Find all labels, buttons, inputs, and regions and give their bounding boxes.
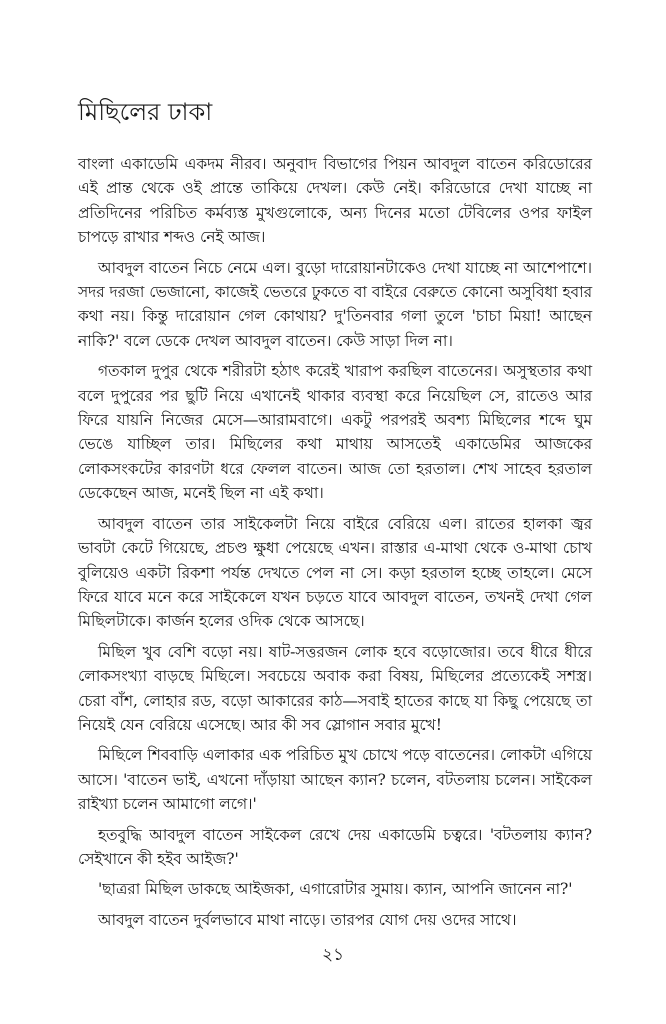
body-text [78, 152, 592, 938]
paragraph: মিছিলে শিববাড়ি এলাকার এক পরিচিত মুখ চোখে পড়ে বাতেনের। লোকটা এগিয়ে আসে। 'বাতেন ভাই, এখনো দাঁড়ায়া আছেন ক্যান? চলেন, বটতলায় চলেন। সাইকেল রাইখ্যা চলেন আমাগো লগে।' [78, 746, 592, 814]
page-number: ২১ [321, 945, 345, 965]
paragraph: 'ছাত্ররা মিছিল ডাকছে আইজকা, এগারোটার সুমায়। ক্যান, আপনি জানেন না?' [98, 880, 573, 899]
paragraph: গতকাল দুপুর থেকে শরীরটা হঠাৎ করেই খারাপ করছিল বাতেনের। অসুস্থতার কথা বলে দুপুরের পর ছুটি নিয়ে এখানেই থাকার ব্যবস্থা করে নিয়েছিল সে, রাতেও আর ফিরে যায়নি নিজের মেসে—আরামবাগে। একটু পরপরই অবশ্য মিছিলের শব্দে ঘুম ভেঙে যাচ্ছিল তার। মিছিলের কথা মাথায় আসতেই একাডেমির আজকের লোকসংকটের কারণটা ধরে ফেলল বাতেন। আজ তো হরতাল। শেখ সাহেব হরতাল ডেকেছেন আজ, মনেই ছিল না এই কথা। [78, 362, 592, 503]
paragraph: আবদুল বাতেন নিচে নেমে এল। বুড়ো দারোয়ানটাকেও দেখা যাচ্ছে না আশেপাশে। সদর দরজা ভেজানো, কাজেই ভেতরে ঢুকতে বা বাইরে বেরুতে কোনো অসুবিধা হবার কথা নয়। কিন্তু দারোয়ান গেল কোথায়? দু'তিনবার গলা তুলে 'চাচা মিয়া! আছেন নাকি?' বলে ডেকে দেখল আবদুল বাতেন। কেউ সাড়া দিল না। [78, 258, 592, 350]
chapter-title: মিছিলের ঢাকা [78, 98, 213, 126]
paragraph: হতবুদ্ধি আবদুল বাতেন সাইকেল রেখে দেয় একাডেমি চত্বরে। 'বটতলায় ক্যান? সেইখানে কী হইব আইজ?' [78, 825, 592, 868]
paragraph: আবদুল বাতেন দুর্বলভাবে মাথা নাড়ে। তারপর যোগ দেয় ওদের সাথে। [98, 910, 517, 929]
paragraph: বাংলা একাডেমি একদম নীরব। অনুবাদ বিভাগের পিয়ন আবদুল বাতেন করিডোরের এই প্রান্ত থেকে ওই প্রান্তে তাকিয়ে দেখল। কেউ নেই। করিডোরে দেখা যাচ্ছে না প্রতিদিনের পরিচিত কর্মব্যস্ত মুখগুলোকে, অন্য দিনের মতো টেবিলের ওপর ফাইল চাপড়ে রাখার শব্দও নেই আজ। [78, 155, 592, 247]
paragraph: আবদুল বাতেন তার সাইকেলটা নিয়ে বাইরে বেরিয়ে এল। রাতের হালকা জ্বর ভাবটা কেটে গিয়েছে, প্রচণ্ড ক্ষুধা পেয়েছে এখন। রাস্তার এ-মাথা থেকে ও-মাথা চোখ বুলিয়েও একটা রিকশা পর্যন্ত দেখতে পেল না সে। কড়া হরতাল হচ্ছে তাহলে। মেসে ফিরে যাবে মনে করে সাইকেলে যখন চড়তে যাবে আবদুল বাতেন, তখনই দেখা গেল মিছিলটাকে। কার্জন হলের ওদিক থেকে আসছে। [78, 514, 592, 631]
paragraph: মিছিল খুব বেশি বড়ো নয়। ষাট-সত্তরজন লোক হবে বড়োজোর। তবে ধীরে ধীরে লোকসংখ্যা বাড়ছে মিছিলে। সবচেয়ে অবাক করা বিষয়, মিছিলের প্রত্যেকেই সশস্ত্র। চেরা বাঁশ, লোহার রড, বড়ো আকারের কাঠ—সবাই হাতের কাছে যা কিছু পেয়েছে তা নিয়েই যেন বেরিয়ে এসেছে। আর কী সব স্লোগান সবার মুখে! [78, 642, 592, 734]
